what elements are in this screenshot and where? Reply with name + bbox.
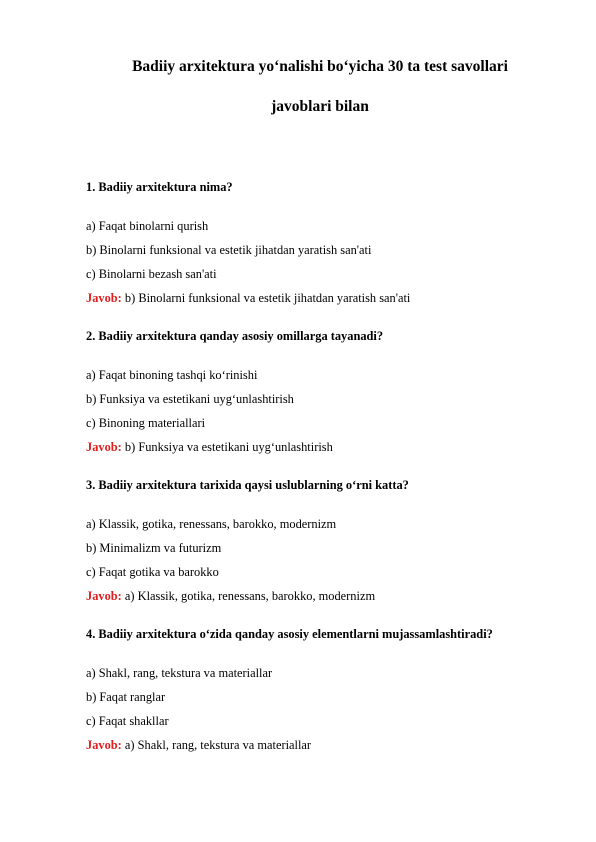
answer-line <box>86 588 375 604</box>
option-b: b) Minimalizm va futurizm <box>86 541 222 555</box>
answer-text: a) Klassik, gotika, renessans, barokko, modernizm <box>124 589 376 603</box>
option-c: c) Faqat shakllar <box>86 714 169 728</box>
option-b: b) Binolarni funksional va estetik jihatdan yaratish san'ati <box>86 243 372 257</box>
question-heading: 2. Badiiy arxitektura qanday asosiy omillarga tayanadi? <box>86 329 384 343</box>
option-a: a) Shakl, rang, tekstura va materiallar <box>86 666 273 680</box>
question-heading: 4. Badiiy arxitektura o‘zida qanday asosiy elementlarni mujassamlashtiradi? <box>86 627 493 641</box>
answer-text: b) Binolarni funksional va estetik jihatdan yaratish san'ati <box>124 291 411 305</box>
answer-label: Javob: <box>86 291 122 305</box>
question-heading: 1. Badiiy arxitektura nima? <box>86 180 233 194</box>
option-c: c) Binoning materiallari <box>86 416 206 430</box>
option-b: b) Faqat ranglar <box>86 690 166 704</box>
answer-line <box>86 737 311 753</box>
answer-label: Javob: <box>86 440 122 454</box>
option-c: c) Binolarni bezash san'ati <box>86 267 217 281</box>
option-a: a) Klassik, gotika, renessans, barokko, modernizm <box>86 517 337 531</box>
answer-line <box>86 439 333 455</box>
option-a: a) Faqat binoning tashqi ko‘rinishi <box>86 368 258 382</box>
document-title-line-2: javoblari bilan <box>271 98 369 115</box>
answer-label: Javob: <box>86 738 122 752</box>
option-c: c) Faqat gotika va barokko <box>86 565 219 579</box>
answer-line <box>86 290 410 306</box>
option-b: b) Funksiya va estetikani uyg‘unlashtirish <box>86 392 294 406</box>
answer-text: b) Funksiya va estetikani uyg‘unlashtirish <box>124 440 333 454</box>
question-heading: 3. Badiiy arxitektura tarixida qaysi uslublarning o‘rni katta? <box>86 478 409 492</box>
answer-label: Javob: <box>86 589 122 603</box>
document-title-line-1: Badiiy arxitektura yo‘nalishi bo‘yicha 30 ta test savollari <box>132 58 508 75</box>
answer-text: a) Shakl, rang, tekstura va materiallar <box>124 738 312 752</box>
option-a: a) Faqat binolarni qurish <box>86 219 209 233</box>
